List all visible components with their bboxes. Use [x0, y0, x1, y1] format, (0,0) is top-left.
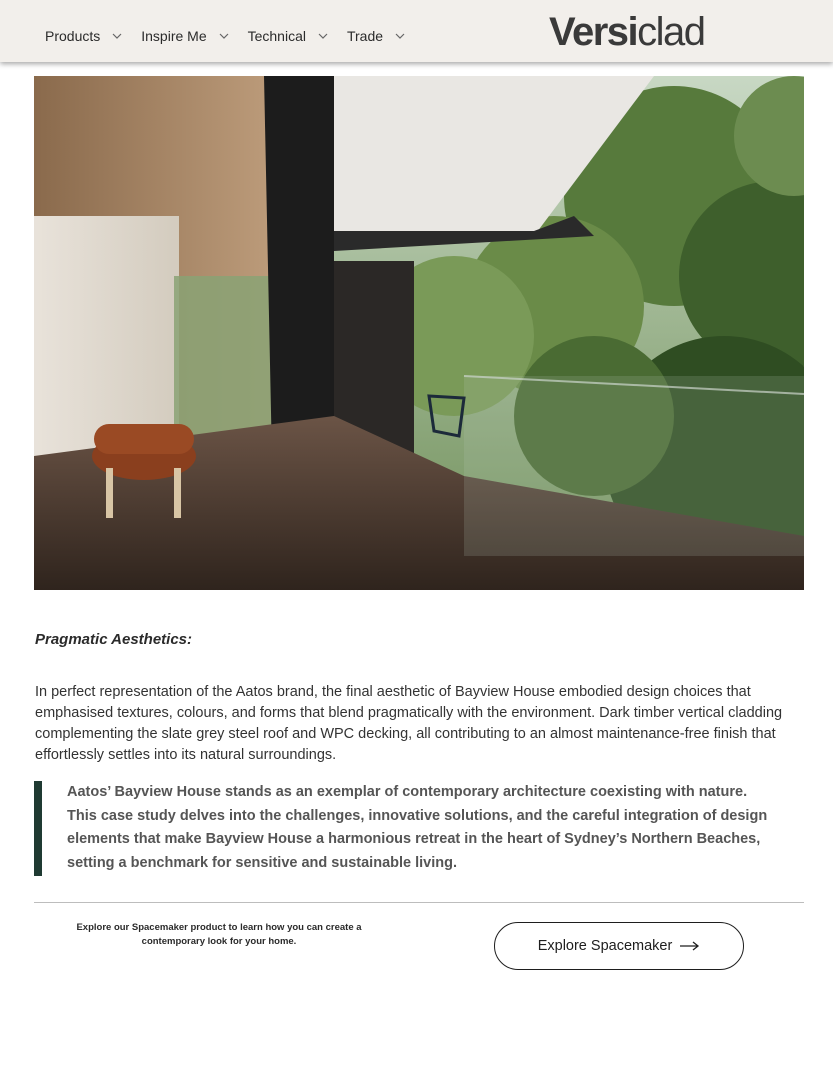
nav-item-trade[interactable] — [347, 28, 405, 44]
section-title: Pragmatic Aesthetics: — [35, 631, 193, 648]
main-nav — [45, 28, 405, 44]
site-header — [0, 0, 833, 62]
versiclad-logo[interactable]: Versiclad — [549, 10, 705, 54]
nav-item-technical[interactable] — [248, 28, 328, 44]
cta-text: Explore our Spacemaker product to learn how you can create a contemporary look for your home. — [76, 922, 362, 947]
chevron-down-icon — [395, 33, 405, 39]
nav-item-label: Products — [45, 28, 101, 44]
chevron-down-icon — [112, 33, 122, 39]
hero-image — [34, 76, 804, 590]
chevron-down-icon — [219, 33, 229, 39]
explore-spacemaker-button[interactable] — [494, 922, 744, 970]
button-label: Explore Spacemaker — [537, 938, 673, 954]
nav-item-label: Trade — [346, 28, 384, 44]
quote-text: Aatos’ Bayview House stands as an exemplar of contemporary architecture coexisting with nature. This case study delves into the challenges, innovative solutions, and the careful integration of design elements that make Bayview House a harmonious retreat in the heart of Sydney’s Northern Beaches, setting a benchmark for sensitive and sustainable living. — [67, 784, 768, 871]
nav-item-products[interactable] — [45, 28, 122, 44]
chevron-down-icon — [318, 33, 328, 39]
nav-item-label: Inspire Me — [141, 28, 207, 44]
arrow-right-icon — [680, 941, 700, 951]
nav-item-inspire-me[interactable] — [141, 28, 228, 44]
nav-item-label: Technical — [247, 28, 306, 44]
blockquote — [34, 781, 804, 876]
divider — [34, 902, 804, 903]
article-paragraph: In perfect representation of the Aatos brand, the final aesthetic of Bayview House embodied design choices that emphasised textures, colours, and forms that blend pragmatically with the environment. Dark timber vertical cladding complementing the slate grey steel roof and WPC decking, all contributing to an almost maintenance-free finish that effortlessly settles into its natural surroundings. — [35, 684, 783, 763]
